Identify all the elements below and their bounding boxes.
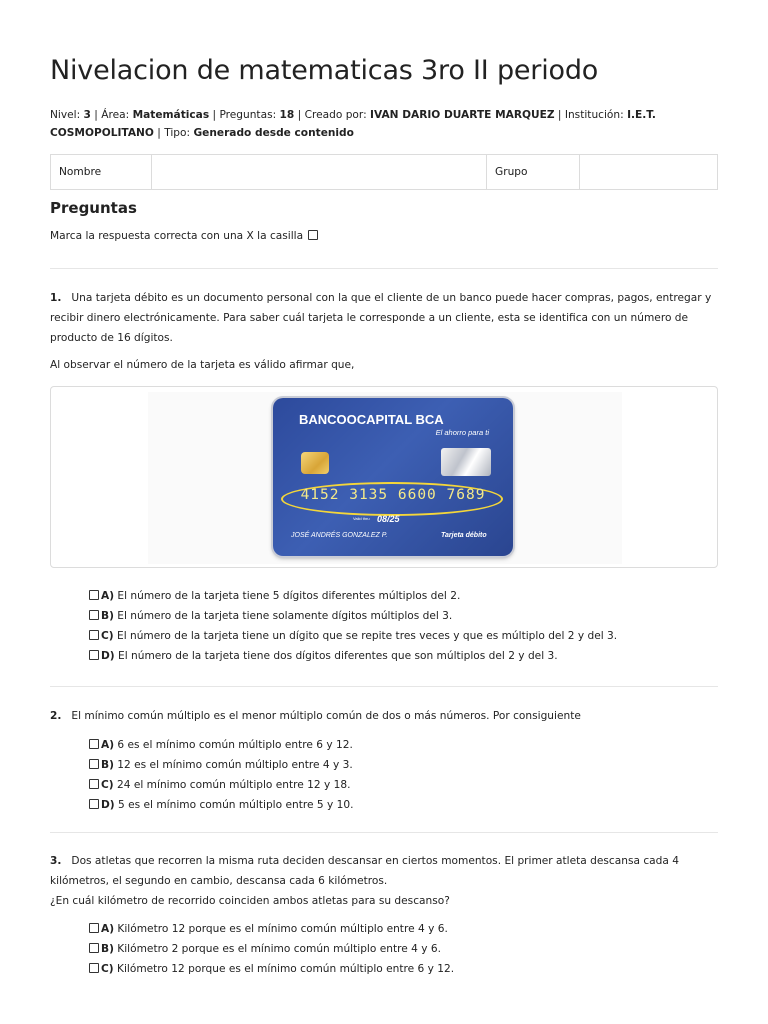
option-text: El número de la tarjeta tiene un dígito que se repite tres veces y que es múltiplo del 2 y del 3. <box>117 630 618 642</box>
question-number: 1. <box>50 292 62 304</box>
checkbox-icon[interactable] <box>89 650 99 660</box>
option-text: Kilómetro 12 porque es el mínimo común múltiplo entre 4 y 6. <box>117 923 448 935</box>
area-value: Matemáticas <box>132 109 210 121</box>
option-d[interactable] <box>89 795 353 815</box>
page-title: Nivelacion de matematicas 3ro II periodo <box>50 55 599 86</box>
card-slogan: El ahorro para ti <box>435 428 489 437</box>
area-label: Área: <box>101 109 130 121</box>
option-b[interactable] <box>89 755 353 775</box>
institucion-value: I.E.T. COSMOPOLITANO <box>50 109 656 139</box>
option-d[interactable] <box>89 646 617 666</box>
question-3 <box>50 851 720 891</box>
checkbox-icon[interactable] <box>89 630 99 640</box>
creado-value: IVAN DARIO DUARTE MARQUEZ <box>370 109 555 121</box>
name-field[interactable] <box>152 155 487 190</box>
option-text: 24 el mínimo común múltiplo entre 12 y 18. <box>117 779 351 791</box>
checkbox-icon <box>308 230 318 240</box>
institucion-label: Institución: <box>564 109 624 121</box>
tipo-label: Tipo: <box>164 127 191 139</box>
option-c[interactable] <box>89 959 454 979</box>
question-text: Dos atletas que recorren la misma ruta deciden descansar en ciertos momentos. El primer atleta descansa cada 4 kilómetros, el segundo en cambio, descansa cada 6 kilómetros. <box>50 855 679 887</box>
divider <box>50 268 718 269</box>
question-text: Una tarjeta débito es un documento personal con la que el cliente de un banco puede hacer compras, pagos, entregar y recibir dinero electrónicamente. Para saber cuál tarjeta le corresponde a un cliente, esta se identifica con un número de producto de 16 dígitos. <box>50 292 712 344</box>
preguntas-value: 18 <box>279 109 295 121</box>
option-text: 5 es el mínimo común múltiplo entre 5 y 10. <box>118 799 354 811</box>
option-c[interactable] <box>89 626 617 646</box>
question-3-options <box>89 919 454 979</box>
checkbox-icon[interactable] <box>89 779 99 789</box>
checkbox-icon[interactable] <box>89 923 99 933</box>
nivel-label: Nivel: <box>50 109 81 121</box>
card-type: Tarjeta débito <box>441 532 487 539</box>
tipo-value: Generado desde contenido <box>193 127 354 139</box>
option-letter: B) <box>101 943 114 955</box>
checkbox-icon[interactable] <box>89 759 99 769</box>
nivel-value: 3 <box>83 109 91 121</box>
checkbox-icon[interactable] <box>89 963 99 973</box>
student-info-table <box>50 154 718 190</box>
preguntas-label: Preguntas: <box>219 109 277 121</box>
worksheet-meta: Nivel: 3 | Área: Matemáticas | Preguntas: 18 | Creado por: IVAN DARIO DUARTE MARQUEZ | Institución: I.E.T. COSMOPOLITANO | Tipo: Generado desde contenido <box>50 109 656 139</box>
group-field[interactable] <box>580 155 718 190</box>
question-2-options <box>89 735 353 815</box>
card-expiry: 08/25 <box>377 514 400 524</box>
option-letter: D) <box>101 799 115 811</box>
hologram-icon <box>441 448 491 476</box>
option-c[interactable] <box>89 775 353 795</box>
group-label: Grupo <box>487 155 580 190</box>
section-title: Preguntas <box>50 199 137 217</box>
checkbox-icon[interactable] <box>89 610 99 620</box>
card-holder: JOSÉ ANDRÉS GONZALEZ P. <box>291 532 388 539</box>
option-b[interactable] <box>89 939 454 959</box>
question-1-options <box>89 586 617 666</box>
option-a[interactable] <box>89 735 353 755</box>
question-number: 3. <box>50 855 62 867</box>
option-text: 6 es el mínimo común múltiplo entre 6 y 12. <box>117 739 353 751</box>
checkbox-icon[interactable] <box>89 739 99 749</box>
option-text: El número de la tarjeta tiene solamente dígitos múltiplos del 3. <box>117 610 453 622</box>
option-text: Kilómetro 12 porque es el mínimo común múltiplo entre 6 y 12. <box>117 963 455 975</box>
option-letter: A) <box>101 739 115 751</box>
chip-icon <box>301 452 329 474</box>
option-text: El número de la tarjeta tiene 5 dígitos diferentes múltiplos del 2. <box>117 590 461 602</box>
card-valid-label: Valid thru <box>353 516 370 521</box>
checkbox-icon[interactable] <box>89 590 99 600</box>
question-text: El mínimo común múltiplo es el menor múltiplo común de dos o más números. Por consiguiente <box>71 710 581 722</box>
option-letter: B) <box>101 610 114 622</box>
checkbox-icon[interactable] <box>89 943 99 953</box>
option-letter: A) <box>101 590 115 602</box>
name-label: Nombre <box>51 155 152 190</box>
option-letter: D) <box>101 650 115 662</box>
card-number: 4152 3135 6600 7689 <box>300 487 486 503</box>
instructions-text: Marca la respuesta correcta con una X la casilla <box>50 230 304 242</box>
option-a[interactable] <box>89 586 617 606</box>
option-letter: B) <box>101 759 114 771</box>
creado-label: Creado por: <box>304 109 367 121</box>
option-letter: C) <box>101 963 114 975</box>
instructions <box>50 230 318 242</box>
question-3-prompt: ¿En cuál kilómetro de recorrido coinciden ambos atletas para su descanso? <box>50 895 450 907</box>
debit-card-image <box>273 398 513 556</box>
option-text: El número de la tarjeta tiene dos dígitos diferentes que son múltiplos del 2 y del 3. <box>118 650 558 662</box>
divider <box>50 686 718 687</box>
option-b[interactable] <box>89 606 617 626</box>
option-text: 12 es el mínimo común múltiplo entre 4 y 3. <box>117 759 353 771</box>
option-letter: C) <box>101 779 114 791</box>
option-letter: C) <box>101 630 114 642</box>
question-number: 2. <box>50 710 62 722</box>
question-1 <box>50 288 720 348</box>
card-bank-name: BANCOOCAPITAL BCA <box>299 412 444 427</box>
option-a[interactable] <box>89 919 454 939</box>
option-text: Kilómetro 2 porque es el mínimo común múltiplo entre 4 y 6. <box>117 943 441 955</box>
option-letter: A) <box>101 923 115 935</box>
divider <box>50 832 718 833</box>
question-1-prompt: Al observar el número de la tarjeta es válido afirmar que, <box>50 359 355 371</box>
checkbox-icon[interactable] <box>89 799 99 809</box>
question-2 <box>50 706 720 726</box>
